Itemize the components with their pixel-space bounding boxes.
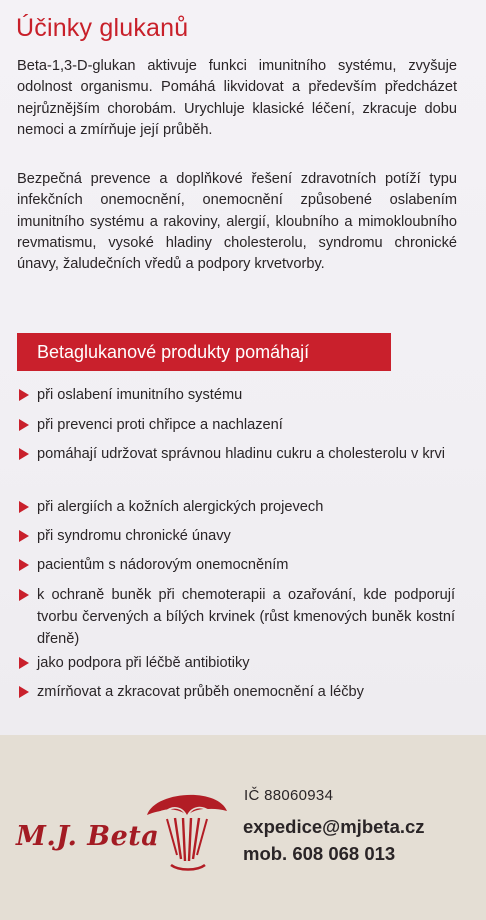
triangle-right-icon	[19, 419, 29, 431]
triangle-right-icon	[19, 657, 29, 669]
page-title: Účinky glukanů	[16, 14, 189, 42]
prevention-paragraph: Bezpečná prevence a doplňkové řešení zdravotních potíží typu infekčních onemocnění, onemocnění způsobené oslabením imunitního systému a rakoviny, alergií, kloubního a mimokloubního revmatismu, vysoké hladiny cholesterolu, syndromu chronické únavy, žaludečních vředů a podpory krvetvorby.	[17, 171, 457, 273]
contact-phone[interactable]: mob. 608 068 013	[243, 843, 396, 864]
triangle-right-icon	[19, 530, 29, 542]
list-item-text: při oslabení imunitního systému	[37, 387, 243, 403]
triangle-right-icon	[19, 686, 29, 698]
mushroom-logo-icon	[141, 785, 231, 873]
benefits-banner: Betaglukanové produkty pomáhají	[17, 333, 391, 371]
list-item-text: při syndromu chronické únavy	[37, 528, 231, 544]
list-item-text: zmírňovat a zkracovat průběh onemocnění a léčby	[37, 684, 364, 700]
list-item-text: při prevenci proti chřipce a nachlazení	[37, 417, 283, 433]
triangle-right-icon	[19, 448, 29, 460]
triangle-right-icon	[19, 501, 29, 513]
triangle-right-icon	[19, 559, 29, 571]
triangle-right-icon	[19, 389, 29, 401]
intro-paragraph: Beta-1,3-D-glukan aktivuje funkci imunitního systému, zvyšuje odolnost organismu. Pomáhá likvidovat a především předcházet nejrůznějším chorobám. Urychluje klasické léčení, zkracuje dobu nemoci a zmírňuje její průběh.	[17, 58, 457, 138]
list-item-text: k ochraně buněk při chemoterapii a ozařování, kde podporují tvorbu červených a bílých krvinek (růst kmenových buněk kostní dřeně)	[37, 587, 455, 647]
list-item-text: pomáhají udržovat správnou hladinu cukru a cholesterolu v krvi	[37, 446, 446, 462]
list-item-text: při alergiích a kožních alergických projevech	[37, 499, 324, 515]
triangle-right-icon	[19, 589, 29, 601]
list-item-text: pacientům s nádorovým onemocněním	[37, 557, 289, 573]
list-item-text: jako podpora při léčbě antibiotiky	[37, 655, 250, 671]
brand-name: M.J. Beta	[16, 821, 160, 852]
company-id: IČ 88060934	[244, 787, 334, 804]
brand-logo	[16, 785, 216, 875]
contact-email[interactable]: expedice@mjbeta.cz	[243, 816, 425, 837]
